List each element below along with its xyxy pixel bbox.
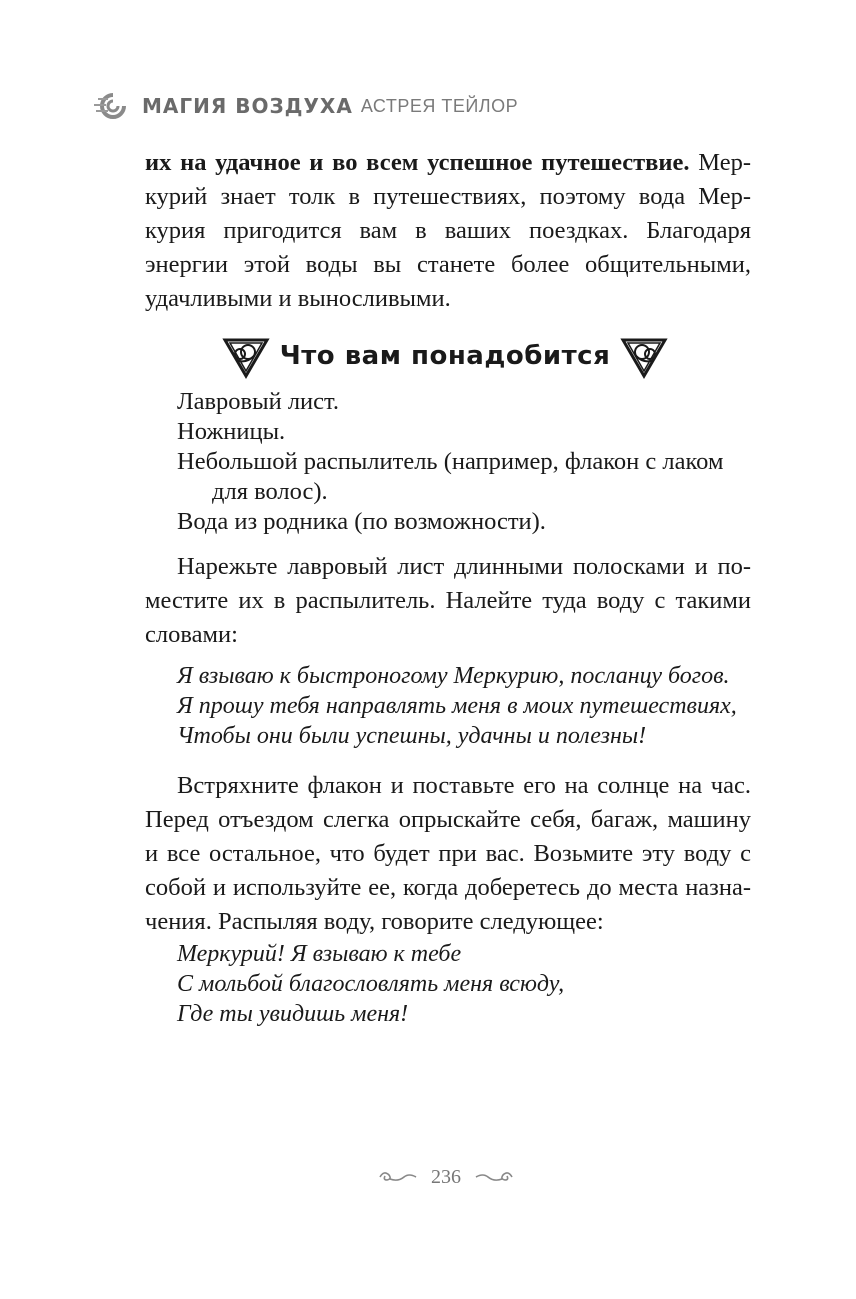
list-item: Небольшой распылитель (например, флакон с лаком: [177, 448, 724, 475]
paragraph-line: энергии этой воды вы станете более общительными,: [145, 251, 751, 278]
section-title: Что вам понадобится: [279, 341, 611, 371]
verse-2: [177, 939, 777, 1029]
page-number: 236: [431, 1165, 461, 1188]
paragraph-line: их на удачное и во всем успешное путешествие. Мер-: [145, 149, 752, 176]
lead-in-text: их на удачное и во всем успешное путешествие.: [145, 149, 690, 176]
paragraph-line: собой и используйте ее, когда доберетесь до места назна-: [145, 874, 751, 901]
flourish-icon: [376, 1167, 420, 1187]
paragraph-line: удачливыми и выносливыми.: [145, 285, 451, 312]
verse-line: Я взываю к быстроногому Меркурию, посланцу богов.: [177, 663, 730, 689]
swirl-icon: [92, 85, 134, 127]
paragraph-3: [145, 769, 751, 939]
verse-line: Я прошу тебя направлять меня в моих путешествиях,: [177, 693, 737, 719]
paragraph-line: чения. Распыляя воду, говорите следующее:: [145, 908, 604, 935]
paragraph-line: Нарежьте лавровый лист длинными полосками и по-: [177, 553, 751, 580]
verse-line: Где ты увидишь меня!: [177, 1001, 409, 1027]
materials-list: [177, 387, 757, 537]
paragraph-line: курия пригодится вам в ваших поездках. Благодаря: [145, 217, 751, 244]
section-heading: [222, 326, 668, 386]
paragraph-line: словами:: [145, 621, 238, 648]
running-head: [92, 84, 518, 128]
triangle-ornament-icon: [222, 332, 270, 380]
verse-1: [177, 661, 777, 751]
verse-line: Чтобы они были успешны, удачны и полезны!: [177, 723, 647, 749]
list-item: Лавровый лист.: [177, 388, 340, 415]
triangle-ornament-icon: [620, 332, 668, 380]
paragraph-line: и все остальное, что будет при вас. Возьмите эту воду с: [145, 840, 751, 867]
verse-line: С мольбой благословлять меня всюду,: [177, 971, 565, 997]
paragraph-2: [145, 550, 751, 652]
book-author: АСТРЕЯ ТЕЙЛОР: [360, 95, 519, 116]
page-footer: [376, 1162, 516, 1192]
flourish-icon: [472, 1167, 516, 1187]
paragraph-line: местите их в распылитель. Налейте туда воду с такими: [145, 587, 751, 614]
list-item-continuation: для волос).: [212, 478, 328, 505]
paragraph-1: [145, 146, 751, 316]
paragraph-line: Встряхните флакон и поставьте его на солнце на час.: [177, 772, 751, 799]
book-title: МАГИЯ ВОЗДУХА: [142, 94, 353, 118]
paragraph-line: курий знает толк в путешествиях, поэтому вода Мер-: [145, 183, 751, 210]
verse-line: Меркурий! Я взываю к тебе: [177, 941, 462, 967]
list-item: Ножницы.: [177, 418, 286, 445]
paragraph-line: Перед отъездом слегка опрыскайте себя, багаж, машину: [145, 806, 751, 833]
list-item: Вода из родника (по возможности).: [177, 508, 546, 535]
